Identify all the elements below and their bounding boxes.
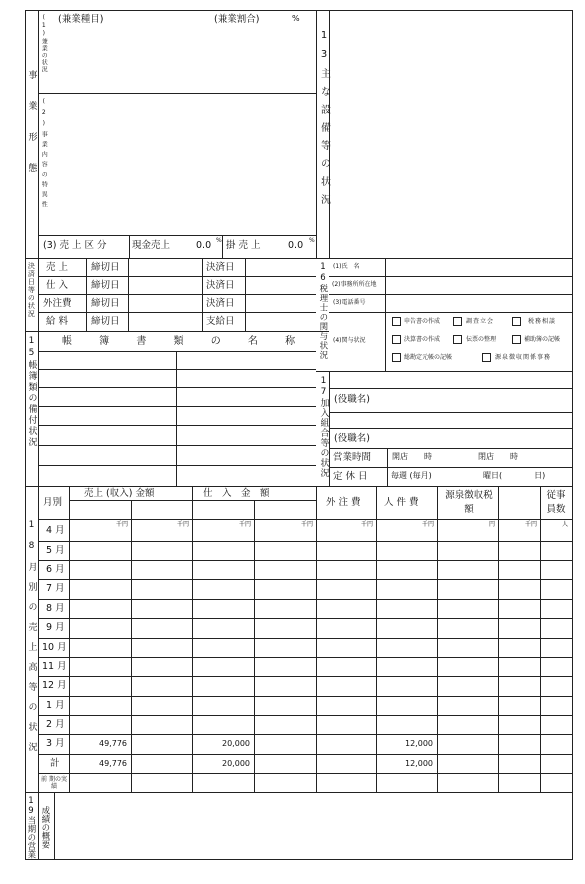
accountant-section-title: 16税理士の関与状況 — [317, 262, 328, 360]
col-withholding: 源泉徴収税 額 — [445, 490, 503, 515]
association-section-title: 17加入組合等の状況 — [318, 376, 329, 478]
total-labor-value: 12,000 — [405, 759, 433, 768]
unit-sales-b: 千円 — [176, 521, 189, 528]
books-header: 帳 簿 書 類 の 名 称 — [62, 336, 308, 347]
month-may: 5 月 — [46, 545, 65, 556]
association-position-1: (役職名) — [334, 394, 370, 405]
mar-labor-value: 12,000 — [405, 739, 433, 748]
unit-outsource: 千円 — [360, 521, 373, 528]
unit-purchase-b: 千円 — [300, 521, 313, 528]
unit-sales-a: 千円 — [115, 521, 128, 528]
settle-row-salary-pay: 支給日 — [206, 316, 235, 327]
opt-return-prep-label: 申告書の作成 — [404, 318, 441, 325]
accountant-involvement-label: (4)関与状況 — [333, 337, 366, 344]
month-jul: 7 月 — [46, 583, 65, 594]
holiday-day: 曜日( 日) — [483, 471, 546, 480]
opt-withholding-checkbox[interactable] — [482, 353, 491, 362]
unit-withholding: 円 — [488, 521, 495, 528]
equipment-section-title: 13主な設備等の状況 — [318, 30, 330, 212]
sales-class-label: (3) 売 上 区 分 — [43, 240, 107, 251]
business-type-label: (兼業種目) — [58, 14, 104, 25]
business-part2-label: (2)事業内容の特異性 — [40, 98, 48, 211]
settle-row-salary-label: 給 料 — [46, 316, 69, 327]
credit-sales-label: 掛 売 上 — [226, 240, 261, 251]
total-purchase-value: 20,000 — [222, 759, 250, 768]
opt-consult-label: 税務相談 — [528, 318, 557, 325]
month-sep: 9 月 — [46, 622, 65, 633]
holiday-weekly: 毎週 (毎月) — [391, 471, 432, 480]
month-nov: 11 月 — [42, 661, 67, 672]
col-purchase: 仕 入 金 額 — [203, 488, 270, 499]
settle-row-purchase-label: 仕 入 — [46, 280, 69, 291]
unit-labor: 千円 — [421, 521, 434, 528]
open-time: 開店 時 — [392, 452, 432, 461]
business-percent: % — [292, 14, 300, 23]
settle-row-purchase-pay: 決済日 — [206, 280, 235, 291]
business-section-title: 事業形態 — [26, 70, 37, 194]
close-time: 閉店 時 — [478, 452, 518, 461]
settle-row-outsource-pay: 決済日 — [206, 298, 235, 309]
month-apr: 4 月 — [46, 525, 65, 536]
settlement-section-title: 決済日等の状況 — [27, 262, 36, 318]
unit-employees: 人 — [561, 521, 568, 528]
opt-settlement-prep-label: 決算書の作成 — [404, 336, 441, 343]
col-month: 月別 — [43, 497, 63, 508]
opt-slip-checkbox[interactable] — [453, 335, 462, 344]
monthly-section-title: 18月別の売上高等の状況 — [26, 520, 37, 762]
col-sales: 売上 (収入) 金額 — [84, 488, 155, 499]
summary-section-title: 19当期の営業 — [25, 796, 36, 859]
month-dec: 12 月 — [42, 680, 67, 691]
opt-settlement-prep-checkbox[interactable] — [392, 335, 401, 344]
month-oct: 10 月 — [42, 642, 67, 653]
accountant-name-label: (1)氏 名 — [333, 263, 360, 270]
holiday-label: 定 休 日 — [333, 471, 368, 482]
opt-audit-label: 調査立会 — [466, 318, 495, 325]
col-employees: 従事員数 — [546, 490, 566, 515]
month-total: 計 — [50, 758, 60, 769]
cash-sales-value[interactable]: 0.0 — [196, 240, 212, 251]
col-outsource: 外 注 費 — [326, 497, 361, 508]
settle-row-outsource-label: 外注費 — [43, 298, 72, 309]
opt-subledger-checkbox[interactable] — [512, 335, 521, 344]
settle-row-outsource-cutoff: 締切日 — [91, 298, 120, 309]
opt-audit-checkbox[interactable] — [453, 317, 462, 326]
month-mar: 3 月 — [46, 738, 65, 749]
accountant-office-label: (2)事務所所在地 — [332, 281, 377, 288]
month-aug: 8 月 — [46, 603, 65, 614]
month-jan: 1 月 — [46, 700, 65, 711]
settle-row-purchase-cutoff: 締切日 — [91, 280, 120, 291]
month-jun: 6 月 — [46, 564, 65, 575]
opt-withholding-label: 源泉徴収関係事務 — [495, 354, 552, 361]
business-part1-label: (1)兼業の状況 — [40, 14, 48, 73]
opt-consult-checkbox[interactable] — [512, 317, 521, 326]
unit-purchase-a: 千円 — [238, 521, 251, 528]
mar-purchase-value: 20,000 — [222, 739, 250, 748]
opt-general-ledger-checkbox[interactable] — [392, 353, 401, 362]
accountant-phone-label: (3)電話番号 — [333, 299, 366, 306]
cash-percent: % — [216, 237, 222, 244]
settle-row-sales-label: 売 上 — [46, 262, 69, 273]
unit-col-extra: 千円 — [524, 521, 537, 528]
opt-subledger-label: 補助簿の記帳 — [524, 336, 561, 343]
books-section-title: 15帳簿類の備付状況 — [26, 336, 37, 448]
credit-sales-value[interactable]: 0.0 — [288, 240, 304, 251]
cash-sales-label: 現金売上 — [132, 240, 171, 251]
opt-return-prep-checkbox[interactable] — [392, 317, 401, 326]
month-prior-year: 前 期の実績 — [41, 776, 67, 790]
total-sales-value: 49,776 — [99, 759, 127, 768]
settle-row-salary-cutoff: 締切日 — [91, 316, 120, 327]
settle-row-sales-cutoff: 締切日 — [91, 262, 120, 273]
settle-row-sales-pay: 決済日 — [206, 262, 235, 273]
mar-sales-value: 49,776 — [99, 739, 127, 748]
form-outer — [25, 10, 573, 860]
opt-general-ledger-label: 総勘定元帳の記帳 — [404, 354, 453, 361]
credit-percent: % — [309, 237, 315, 244]
month-feb: 2 月 — [46, 719, 65, 730]
col-labor: 人 件 費 — [384, 497, 419, 508]
business-hours-label: 営業時間 — [333, 452, 372, 463]
opt-slip-label: 伝票の整理 — [466, 336, 497, 343]
association-position-2: (役職名) — [334, 433, 370, 444]
business-ratio-label: (兼業割合) — [214, 14, 260, 25]
summary-sub-title: 成績の概要 — [39, 806, 50, 849]
